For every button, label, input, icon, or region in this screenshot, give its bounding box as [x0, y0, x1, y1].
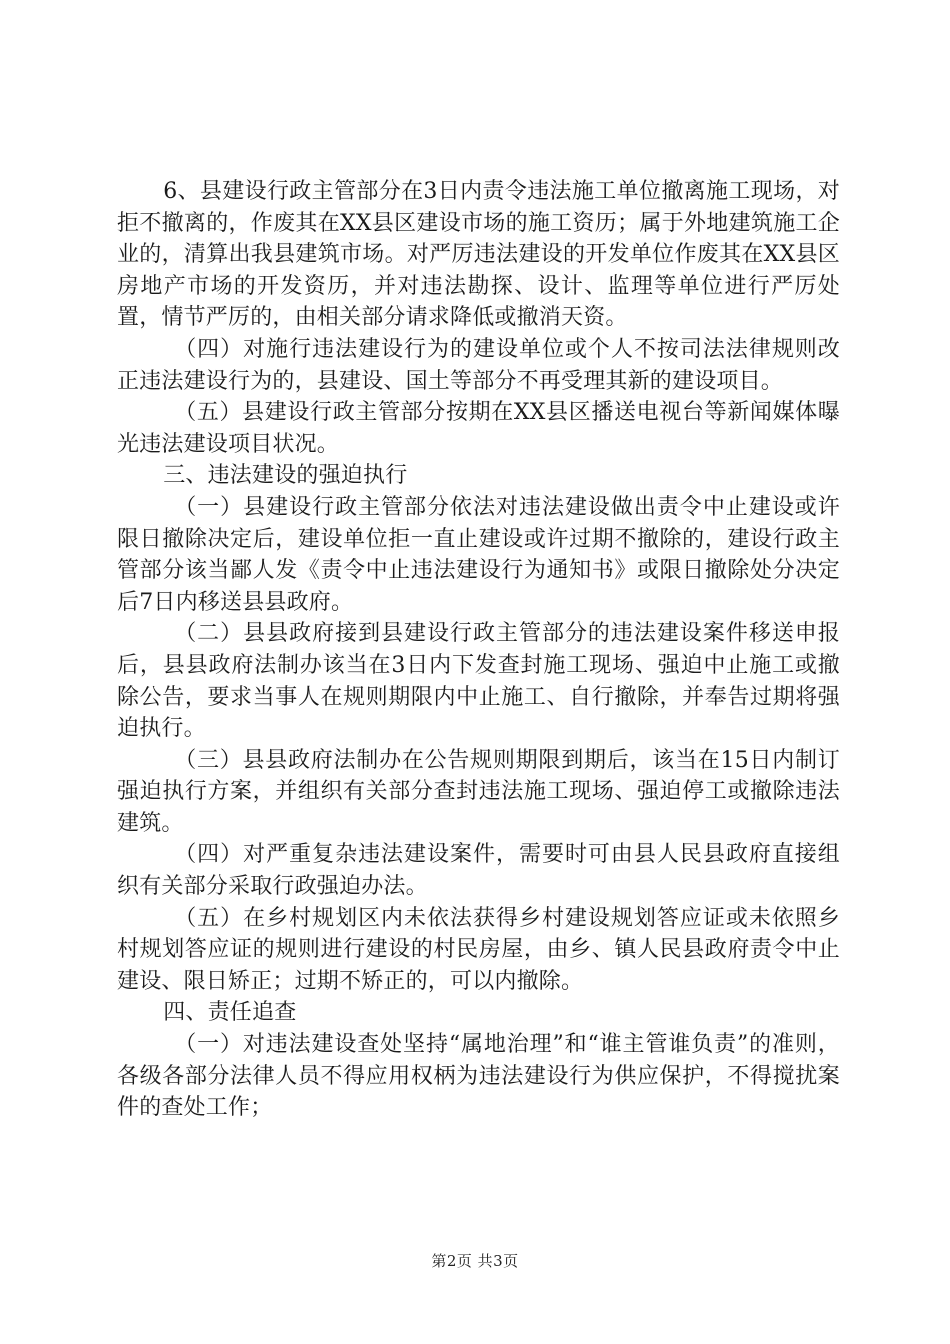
- paragraph-clause-5: （五）县建设行政主管部分按期在XX县区播送电视台等新闻媒体曝光违法建设项目状况。: [117, 400, 840, 457]
- paragraph-clause-4: （四）对施行违法建设行为的建设单位或个人不按司法法律规则改正违法建设行为的，县建设、国土等部分不再受理其新的建设项目。: [117, 336, 840, 394]
- paragraph-item-6: 6、县建设行政主管部分在3日内责令违法施工单位撤离施工现场，对拒不撤离的，作废其在XX县区建设市场的施工资历；属于外地建筑施工企业的，清算出我县建筑市场。对严厉违法建设的开发单位作废其在XX县区房地产市场的开发资历，并对违法勘探、设计、监理等单位进行严厉处置，情节严厉的，由相关部分请求降低或撤消天资。: [117, 179, 840, 331]
- paragraph-section3-clause-5: （五）在乡村规划区内未依法获得乡村建设规划答应证或未依照乡村规划答应证的规则进行建设的村民房屋，由乡、镇人民县政府责令中止建设、限日矫正；过期不矫正的，可以内撤除。: [117, 905, 840, 994]
- section-heading-3: 三、违法建设的强迫执行: [163, 463, 408, 489]
- paragraph-section3-clause-1: （一）县建设行政主管部分依法对违法建设做出责令中止建设或许限日撤除决定后，建设单位拒一直止建设或许过期不撤除的，建设行政主管部分该当鄙人发《责令中止违法建设行为通知书》或限日撤除处分决定后7日内移送县县政府。: [117, 494, 840, 615]
- paragraph-section3-clause-4: （四）对严重复杂违法建设案件，需要时可由县人民县政府直接组织有关部分采取行政强迫办法。: [117, 842, 840, 900]
- section-heading-4: 四、责任追查: [163, 1000, 297, 1026]
- paragraph-section3-clause-2: （二）县县政府接到县建设行政主管部分的违法建设案件移送申报后，县县政府法制办该当在3日内下发查封施工现场、强迫中止施工或撤除公告，要求当事人在规则期限内中止施工、自行撤除，并奉告过期将强迫执行。: [117, 621, 840, 742]
- paragraph-section3-clause-3: （三）县县政府法制办在公告规则期限到期后，该当在15日内制订强迫执行方案，并组织有关部分查封违法施工现场、强迫停工或撤除违法建筑。: [117, 747, 840, 836]
- paragraph-section4-clause-1: （一）对违法建设查处坚持“属地治理”和“谁主管谁负责”的准则，各级各部分法律人员不得应用权柄为违法建设行为供应保护，不得搅扰案件的查处工作；: [117, 1032, 840, 1121]
- page-number-footer: 第2页 共3页: [431, 1252, 519, 1270]
- document-body: [117, 176, 840, 1124]
